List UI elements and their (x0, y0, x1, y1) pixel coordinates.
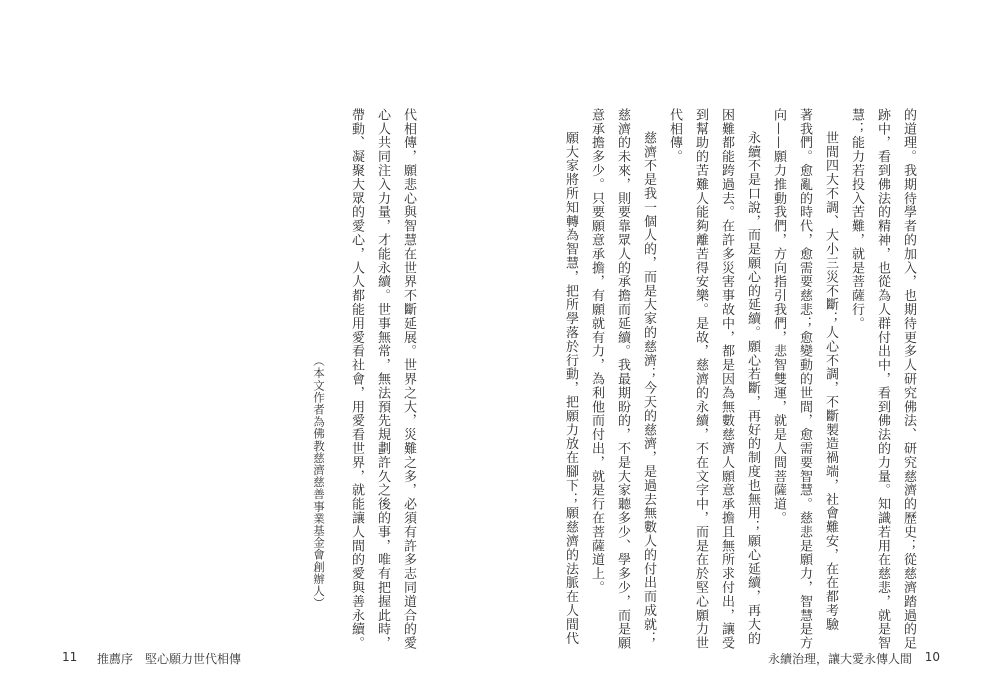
right-text-column-9: 到幫助的苦難人能夠離苦得安樂。是故，慈濟的永續，不在文字中，而是在於堅心願力世 (693, 108, 708, 651)
right-text-column-10: 代相傳。 (667, 108, 682, 164)
right-text-column-8: 困難都能跨過去。在許多災害事故中，都是因為無數慈濟人願意承擔且無所求付出，讓受 (719, 108, 734, 651)
left-text-column-3: 帶動、凝聚大眾的愛心，人人都能用愛看社會，用愛看世界，就能讓人間的愛與善永續。 (349, 108, 364, 651)
right-text-column-11: 慈濟不是我一個人的，而是大家的慈濟；今天的慈濟，是過去無數人的付出而成就； (641, 131, 656, 646)
left-text-column-2: 心人共同注入力量，才能永續。世事無常，無法預先規劃許久之後的事，唯有把握此時， (375, 108, 390, 651)
right-text-column-14: 願大家將所知轉為智慧，把所學落於行動，把願力放在腳下；願慈濟的法脈在人間代 (563, 131, 578, 646)
right-text-column-12: 慈濟的未來，則要靠眾人的承擔而延續。我最期盼的，不是大家聽多少、學多少，而是願 (615, 108, 630, 651)
right-running-header: 永續治理，讓大愛永傳人間 (767, 652, 912, 666)
left-running-header: 推薦序 堅心願力世代相傳 (97, 652, 242, 666)
author-note: （本文作者為佛教慈濟慈善事業基金會創辦人） (312, 355, 326, 610)
right-text-column-3: 慧；能力若投入苦難，就是菩薩行。 (849, 108, 864, 331)
right-text-column-1: 的道理。我期待學者的加入，也期待更多人研究佛法、研究慈濟的歷史；從慈濟踏過的足 (901, 108, 916, 651)
right-text-column-4: 世間四大不調、大小三災不斷；人心不調，不斷製造禍端，社會難安，在在都考驗 (823, 131, 838, 632)
right-page-number: 10 (924, 650, 940, 664)
right-text-column-5: 著我們。愈亂的時代，愈需要慈悲；愈變動的世間，愈需要智慧。慈悲是願力，智慧是方 (797, 108, 812, 651)
right-text-column-7: 永續不是口說，而是願心的延續。願心若斷，再好的制度也無用；願心延續，再大的 (745, 131, 760, 646)
right-text-column-6: 向——願力推動我們，方向指引我們，悲智雙運，就是人間菩薩道。 (771, 108, 786, 525)
right-text-column-13: 意承擔多少。只要願意承擔，有願就有力，為利他而付出，就是行在菩薩道上。 (589, 108, 604, 595)
left-page-number: 11 (62, 650, 78, 664)
left-text-column-1: 代相傳，願悲心與智慧在世界不斷延展。世界之大，災難之多，必須有許多志同道合的愛 (401, 108, 416, 651)
right-text-column-2: 跡中，看到佛法的精神，也從為人群付出中，看到佛法的力量。知識若用在慈悲，就是智 (875, 108, 890, 651)
